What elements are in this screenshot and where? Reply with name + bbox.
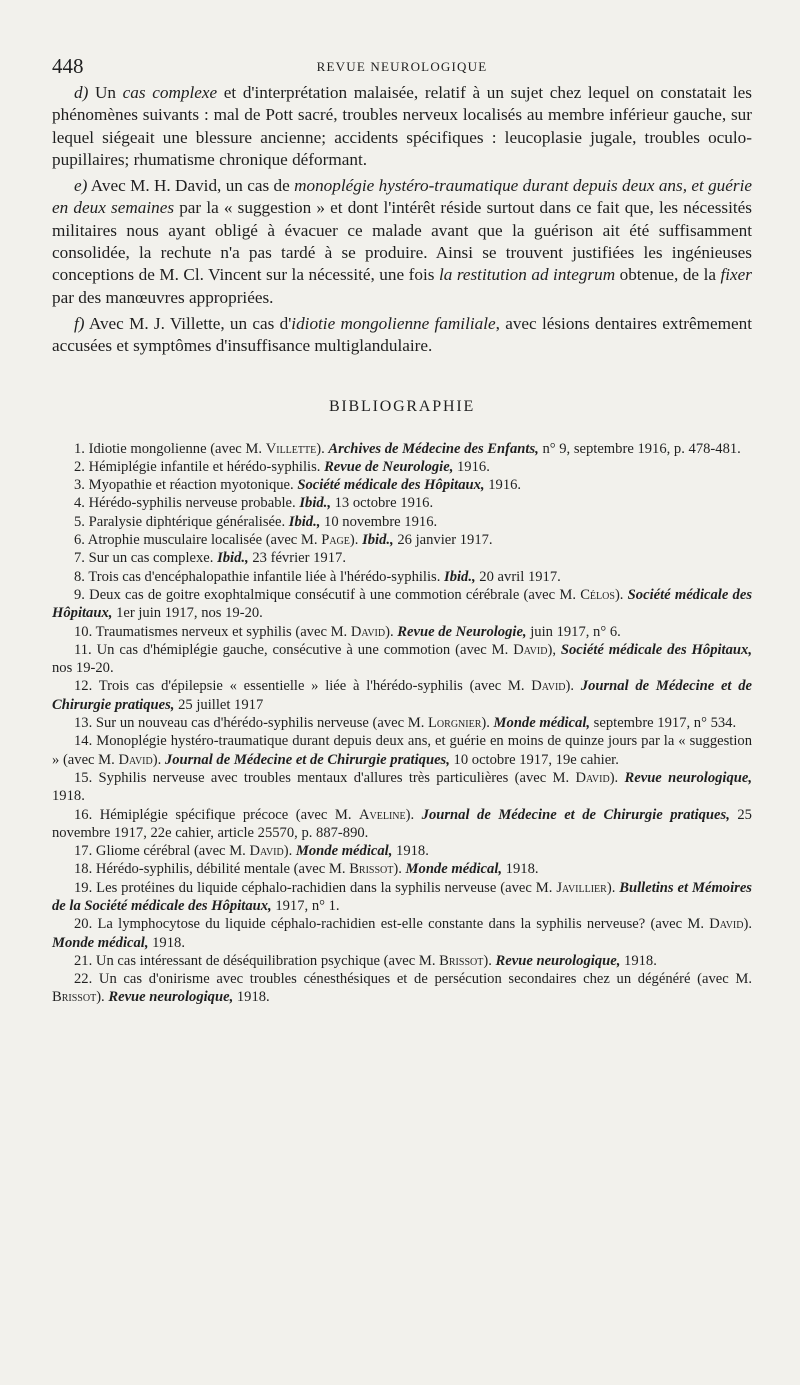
bibliography-entry [52,623,752,641]
journal-title: Archives de Médecine des Enfants, [328,440,539,457]
entry-text: ). [565,678,581,695]
bibliography-entry [52,440,752,458]
author-name: Villette [265,440,317,457]
entry-text: Sur un cas complexe. [84,550,218,567]
entry-number: 3. [74,477,85,494]
author-name: David [249,843,284,860]
entry-number: 21. [74,952,93,969]
entry-text: Atrophie musculaire localisée (avec M. [84,532,322,549]
entry-number: 4. [74,495,85,512]
entry-text: ), [547,641,561,658]
entry-number: 22. [74,971,93,988]
entry-text: Trois cas d'encéphalopathie infantile liée à l'hérédo-syphilis. [84,568,445,585]
text: Un [88,83,123,102]
journal-title: Ibid., [444,568,476,585]
entry-citation: nos 19-20. [52,660,114,677]
entry-number: 15. [74,769,93,786]
text: par des manœuvres appropriées. [52,287,274,307]
journal-title: Monde médical, [52,934,149,951]
entry-text: Sur un nouveau cas d'hérédo-syphilis nerveuse (avec M. [92,715,429,732]
journal-title: Monde médical, [405,861,503,878]
text: obtenue, de la [615,265,721,285]
bibliography-entry [52,732,752,769]
author-name: Aveline [358,806,406,823]
entry-number: 8. [74,568,85,585]
entry-number: 17. [74,843,93,860]
journal-title: Journal de Médecine et de Chirurgie pratiques, [164,751,450,768]
journal-title: Ibid., [217,550,249,567]
journal-title: Revue neurologique, [108,989,234,1006]
author-name: David [513,641,548,658]
bibliography-entry [52,641,752,678]
entry-text: ). [405,806,422,823]
entry-text: ). [743,916,752,933]
entry-citation: 1917, n° 1. [271,897,340,914]
bibliography-entry [52,842,752,860]
journal-title: Société médicale des Hôpitaux, [52,586,752,622]
text: par la « suggestion » et dont l'intérêt réside surtout dans ce fait que, les nécessités militaires nous ayant obligé à évacuer ce malade avant que la guérison ait été suffisamment consolidée, la rechute n'a pas tardé à se produire. Ainsi se trouvent justifiées les ingénieuses conceptions de M. Cl. Vincent sur la nécessité, une fois [52,198,752,285]
author-name: Brissot [52,989,97,1006]
entry-citation: 1918. [620,952,657,969]
author-name: David [350,623,386,640]
text: et d'interprétation malaisée, relatif à un sujet chez lequel on constatait les phénomènes suivants : mal de Pott sacré, troubles nerveux localisés au membre inférieur gauche, sur lequel siégeait une blessure ancienne; accidents spécifiques : leucoplasie jugale, troubles oculo-pupillaires; rhumatisme chronique déformant. [52,83,752,169]
journal-title: Ibid., [299,495,331,512]
entry-text: ). [609,769,625,786]
entry-text: Idiotie mongolienne (avec M. [84,440,266,457]
author-name: David [118,751,153,768]
entry-text: Un cas d'hémiplégie gauche, consécutive à une commotion (avec M. [91,641,514,658]
entry-number: 7. [74,550,85,567]
text: Avec M. J. Villette, un cas d' [84,313,292,333]
entry-citation: juin 1917, n° 6. [526,623,621,640]
italic-text: la restitution ad integrum [438,265,616,285]
journal-title: Société médicale des Hôpitaux, [297,477,485,494]
page-header [52,54,752,82]
entry-citation: 1918. [392,843,429,860]
bibliography-entry [52,568,752,586]
entry-text: ). [385,623,398,640]
entry-text: Les protéines du liquide céphalo-rachidien dans la syphilis nerveuse (avec M. [92,879,557,896]
entry-text: ). [606,879,620,896]
entry-number: 5. [74,513,85,530]
journal-title: Bulletins et Mémoires de la Société médicale des Hôpitaux, [52,879,752,914]
entry-citation: 25 novembre 1917, 22e cahier, article 25570, p. 887-890. [52,806,752,841]
entry-text: Syphilis nerveuse avec troubles mentaux d'allures très particulières (avec M. [92,769,576,786]
entry-number: 10. [74,623,93,640]
journal-title: Monde médical, [295,843,393,860]
entry-citation: 20 avril 1917. [475,568,561,585]
author-name: David [531,678,566,695]
entry-citation: 1918. [233,989,270,1006]
entry-text: ). [283,843,296,860]
entry-number: 19. [74,879,93,896]
entry-number: 11. [74,641,92,658]
entry-text: ). [614,586,628,603]
entry-citation: 1918. [52,788,85,805]
entry-text: Un cas intéressant de déséquilibration psychique (avec M. [92,952,440,969]
author-name: Javillier [556,879,607,896]
entry-citation: 1916. [484,477,522,494]
author-name: Brissot [349,861,394,878]
bibliography-entry [52,476,752,494]
entry-text: Hérédo-syphilis, débilité mentale (avec M. [92,861,350,878]
entry-citation: n° 9, septembre 1916, p. 478-481. [538,440,741,457]
entry-number: 9. [74,586,85,603]
journal-title: Revue de Neurologie, [324,458,454,475]
entry-text: Trois cas d'épilepsie « essentielle » liée à l'hérédo-syphilis (avec M. [92,678,532,695]
item-label: e) [74,176,88,196]
entry-text: ). [316,440,329,457]
entry-citation: 1916. [453,458,490,475]
author-name: David [575,769,610,786]
bibliography-entry [52,769,752,806]
entry-text: Traumatismes nerveux et syphilis (avec M. [92,623,351,640]
bibliography-entry [52,494,752,512]
entry-text: Gliome cérébral (avec M. [92,843,250,860]
entry-text: Myopathie et réaction myotonique. [84,477,298,494]
entry-citation: 23 février 1917. [248,550,346,567]
entry-citation: 10 octobre 1917, 19e cahier. [449,751,619,768]
paragraph-e [52,175,752,309]
bibliography-entry [52,714,752,732]
entry-number: 12. [74,678,93,695]
italic-text: cas complexe [122,83,218,102]
bibliography-entry [52,806,752,843]
bibliography-entry [52,860,752,878]
bibliography-entry [52,677,752,714]
item-label: f) [74,313,85,333]
bibliography-entry [52,915,752,952]
italic-text: idiotie mongolienne familiale [291,313,496,333]
journal-title: Journal de Médecine et de Chirurgie pratiques, [52,678,752,713]
entry-citation: 10 novembre 1916. [320,513,438,530]
journal-title: Ibid., [362,532,394,549]
entry-number: 14. [74,733,93,750]
paragraph-d [52,82,752,171]
entry-text: ). [152,751,165,768]
entry-text: Un cas d'onirisme avec troubles cénesthésiques et de persécution secondaires chez un dégénéré (avec M. [92,971,752,988]
text: Avec M. H. David, un cas de [87,176,295,196]
entry-number: 6. [74,532,85,549]
bibliography-title: BIBLIOGRAPHIE [328,397,476,415]
bibliography-entry [52,513,752,531]
entry-citation: 25 juillet 1917 [174,696,264,713]
entry-text: Monoplégie hystéro-traumatique durant depuis deux ans, et guérie en moins de quinze jours par la « suggestion » (avec M. [52,733,752,768]
bibliography-entry [52,458,752,476]
entry-number: 13. [74,715,93,732]
author-name: Page [321,532,350,549]
journal-title: Ibid., [288,513,321,530]
item-label: d) [74,83,89,102]
journal-title: Revue neurologique, [495,952,621,969]
italic-text: monoplégie hystéro-traumatique durant depuis deux ans, et guérie en deux semaines [52,176,753,218]
bibliography-entry [52,586,752,623]
author-name: Célos [580,586,615,603]
bibliography-entry [52,879,752,916]
paragraph-f [52,313,752,358]
entry-text: Hémiplégie infantile et hérédo-syphilis. [84,458,325,475]
journal-title: Monde médical, [493,715,591,732]
entry-number: 2. [74,458,85,475]
entry-text: Deux cas de goitre exophtalmique consécutif à une commotion cérébrale (avec M. [84,586,581,603]
entry-citation: septembre 1917, n° 534. [590,715,737,732]
entry-text: ). [96,989,109,1006]
entry-number: 16. [74,806,93,823]
bibliography-entry [52,549,752,567]
entry-text: La lymphocytose du liquide céphalo-rachidien est-elle constante dans la syphilis nerveuse? (avec M. [92,916,710,933]
entry-text: ). [481,715,494,732]
entry-number: 1. [74,440,85,457]
author-name: Lorgnier [428,715,482,732]
author-name: Brissot [439,952,484,969]
italic-text: fixer [720,265,752,285]
entry-text: Hérédo-syphilis nerveuse probable. [84,495,300,512]
bibliography-entry [52,952,752,970]
entry-text: ). [349,532,363,549]
journal-title: Revue de Neurologie, [397,623,527,640]
entry-text: Hémiplégie spécifique précoce (avec M. [92,806,359,823]
entry-citation: 1er juin 1917, nos 19-20. [112,605,263,622]
text: , avec lésions dentaires extrêmement accusées et symptômes d'insuffisance multiglandulaire. [52,313,752,356]
journal-title: Société médicale des Hôpitaux, [560,641,752,658]
entry-citation: 1918. [148,934,185,951]
journal-title: Journal de Médecine et de Chirurgie pratiques, [421,806,730,823]
page-number: 448 [52,54,84,78]
entry-citation: 26 janvier 1917. [393,532,493,549]
journal-title: Revue neurologique, [624,769,753,786]
running-title: REVUE NEUROLOGIQUE [316,59,488,74]
bibliography-list [52,440,752,1007]
bibliography-entry [52,531,752,549]
entry-text: Paralysie diphtérique généralisée. [84,513,289,530]
page [52,54,752,1007]
entry-text: ). [393,861,406,878]
entry-text: ). [483,952,496,969]
entry-number: 18. [74,861,93,878]
bibliography-entry [52,970,752,1007]
entry-citation: 1918. [502,861,539,878]
entry-citation: 13 octobre 1916. [330,495,434,512]
entry-number: 20. [74,916,93,933]
author-name: David [709,916,744,933]
